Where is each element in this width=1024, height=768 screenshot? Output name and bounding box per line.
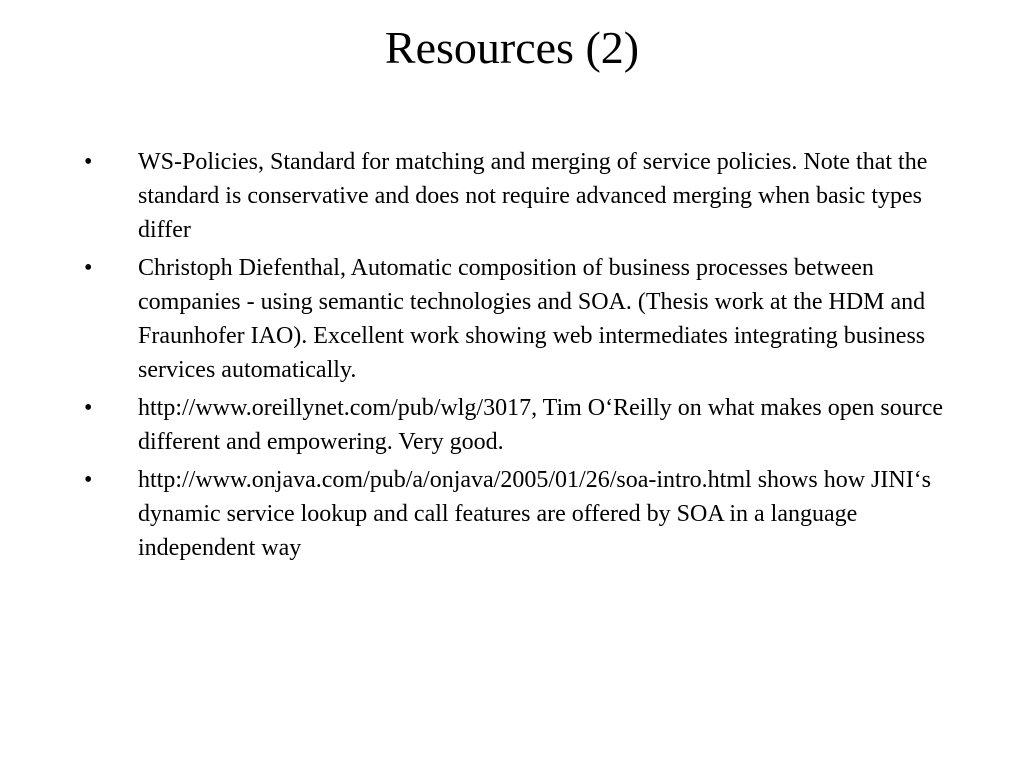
bullet-icon: • bbox=[84, 395, 93, 421]
bullet-item-ws-policies bbox=[84, 145, 944, 247]
bullet-icon: • bbox=[84, 255, 93, 281]
bullet-text: http://www.onjava.com/pub/a/onjava/2005/01/26/soa-intro.html shows how JINI‘s dynamic service lookup and call features are offered by SOA in a language independent way bbox=[138, 467, 932, 561]
bullet-text: http://www.oreillynet.com/pub/wlg/3017, Tim O‘Reilly on what makes open source different and empowering. Very good. bbox=[138, 395, 944, 455]
slide-title: Resources (2) bbox=[384, 22, 640, 73]
bullet-item-oreillynet bbox=[84, 391, 944, 459]
bullet-icon: • bbox=[84, 149, 93, 175]
bullet-text: WS-Policies, Standard for matching and merging of service policies. Note that the standard is conservative and does not require advanced merging when basic types differ bbox=[138, 149, 928, 243]
bullet-text: Christoph Diefenthal, Automatic composition of business processes between companies - using semantic technologies and SOA. (Thesis work at the HDM and Fraunhofer IAO). Excellent work showing web intermediates integrating business services automatically. bbox=[138, 255, 926, 383]
bullet-item-diefenthal-thesis bbox=[84, 251, 944, 387]
bullet-list bbox=[84, 145, 944, 569]
bullet-item-onjava bbox=[84, 463, 944, 565]
bullet-icon: • bbox=[84, 467, 93, 493]
